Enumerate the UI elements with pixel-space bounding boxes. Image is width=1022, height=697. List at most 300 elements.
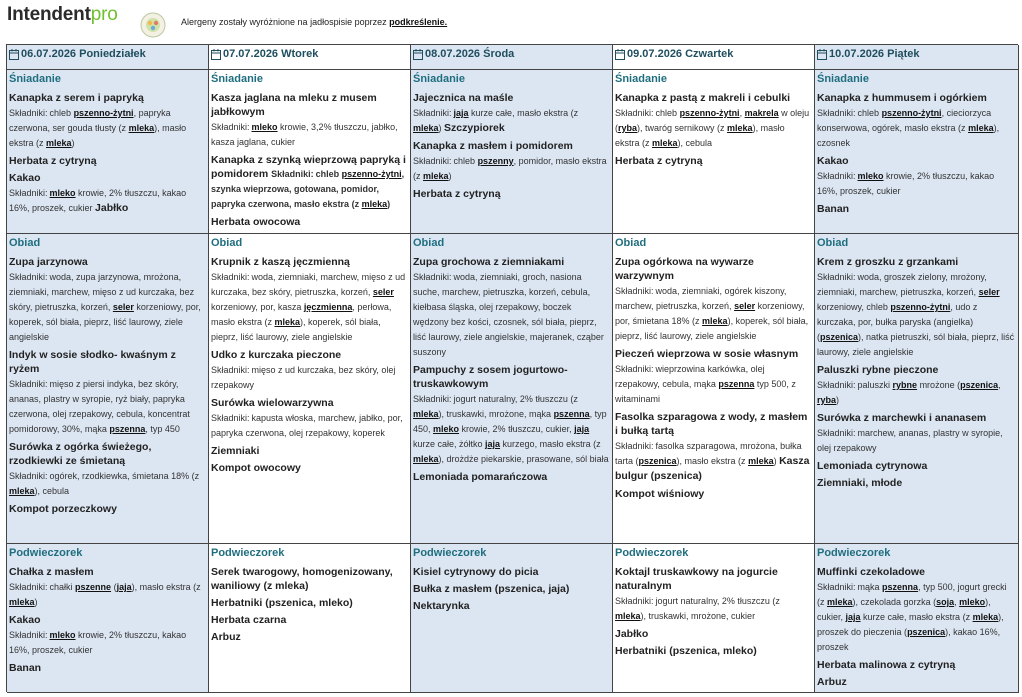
day-header (615, 48, 811, 60)
dish-name (615, 565, 811, 593)
dish-title: Zupa jarzynowa (9, 256, 88, 268)
allergen: pszenica (907, 627, 946, 637)
dish-title: Kompot wiśniowy (615, 488, 705, 500)
ingredient-text: , szynka wieprzowa, gotowana, pomidor, papryka czerwona, masło ekstra (z (211, 169, 405, 209)
allergen: makrela (744, 108, 779, 118)
ingredients-label: Składniki: (211, 272, 250, 282)
meal-section-title: Śniadanie (413, 73, 465, 85)
allergen: mleko (49, 188, 76, 198)
ingredient-text: kurzego, masło ekstra (z (500, 439, 601, 449)
allergen: jaja (845, 612, 861, 622)
calendar-icon (413, 49, 423, 60)
allergen: mleka (9, 486, 35, 496)
day-header (211, 48, 407, 60)
dish-title: Herbatniki (pszenica, mleko) (211, 597, 353, 609)
allergen: pszenna (553, 409, 590, 419)
ingredient-text: mrożone ( (917, 380, 961, 390)
calendar-icon (211, 49, 221, 60)
dish-ingredients (817, 270, 1015, 360)
allergen: seler (112, 302, 134, 312)
dish-title: Surówka z ogórka świeżego, rzodkiewki ze śmietaną (9, 441, 152, 467)
ingredient-text: woda, ziemniaki, marchew, mięso z ud kurczaka, bez skóry, pietruszka, korzeń, (211, 272, 406, 297)
ingredient-text: fasolka szparagowa, mrożona, bułka tarta ( (615, 441, 802, 466)
ingredients-label: Składniki: (817, 171, 856, 181)
ingredient-text: , typ 450 (145, 424, 180, 434)
allergen-notice-text: Alergeny zostały wyróżnione na jadłospisie poprzez (181, 17, 390, 27)
institution-emblem-icon (140, 12, 166, 38)
allergen: mleko (857, 171, 884, 181)
dish-name (817, 675, 1015, 689)
day-date: 08.07.2026 Środa (425, 48, 515, 60)
dish-title: Herbata z cytryną (413, 188, 501, 200)
dish-name (211, 348, 407, 362)
meal-cell (411, 544, 613, 693)
dish-title: Jabłko (615, 628, 649, 640)
dish-name (9, 91, 205, 105)
ingredient-text: jogurt naturalny, 2% tłuszczu (z (655, 596, 780, 606)
allergen: pszenica (820, 332, 859, 342)
dish-title: Koktajl truskawkowy na jogurcie naturalnym (615, 566, 778, 592)
allergen: mleko (433, 424, 460, 434)
dish-name (9, 171, 205, 185)
allergen: pszenne (75, 582, 112, 592)
allergen: mleka (615, 611, 641, 621)
allergen: pszenno-żytni (679, 108, 740, 118)
dish-title: Kompot porzeczkowy (9, 503, 117, 515)
allergen: pszenna (882, 582, 919, 592)
allergen: pszenno-żytni (881, 108, 942, 118)
dish-title: Kakao (817, 155, 849, 167)
dish-title: Lemoniada cytrynowa (817, 460, 928, 472)
allergen: pszenno-żytni (73, 108, 134, 118)
ingredients-label: Składniki: (271, 169, 314, 179)
ingredient-text: , pomidor, masło ekstra (z (413, 156, 607, 181)
ingredient-text: woda, ziemniaki, groch, nasiona suche, marchew, pietruszka, korzeń, cebula, kiełbasa śląska, olej rzepakowy, boczek wędzony bez kości, czosnek, sól biała, pieprz, liść laurowy, ziele angielskie, majeranek, cząber suszony (413, 272, 604, 357)
dish-title: Ziemniaki, młode (817, 477, 903, 489)
dish-title: Krupnik z kaszą jęczmienną (211, 256, 350, 268)
ingredient-text: marchew, ananas, plastry w syropie, olej rzepakowy (817, 428, 1003, 453)
day-date: 09.07.2026 Czwartek (627, 48, 734, 60)
dish-title: Kakao (9, 172, 41, 184)
dish-name (817, 658, 1015, 672)
dish-name (615, 487, 811, 501)
allergen: jęczmienna (303, 302, 353, 312)
ingredient-text: mięso z piersi indyka, bez skóry, ananas, plastry w syropie, ryż biały, papryka czerwona, olej rzepakowy, cebula, koncentrat pomidorowy, 30%, mąka (9, 379, 190, 434)
dish-name (615, 410, 811, 438)
day-header-cell (209, 45, 411, 70)
day-header-cell (411, 45, 613, 70)
allergen: seler (734, 301, 756, 311)
dish-title: Banan (9, 662, 42, 674)
ingredient-text: ), natka pietruszki, sól biała, pieprz, liść laurowy, ziele angielskie (817, 332, 1015, 357)
allergen: mleka (413, 409, 439, 419)
ingredients-label: Składniki: (615, 441, 654, 451)
dish-title: Kasza jaglana na mleku z musem jabłkowym (211, 92, 377, 118)
dish-name (817, 255, 1015, 269)
dish-name (817, 363, 1015, 377)
dish-name (413, 582, 609, 596)
dish-ingredients (413, 392, 609, 467)
dish-name (413, 91, 609, 105)
dish-name (817, 154, 1015, 168)
dish-title: Banan (817, 203, 850, 215)
ingredient-text: ) (34, 597, 38, 607)
dish-title: Muffinki czekoladowe (817, 566, 925, 578)
ingredient-text: ) (438, 123, 445, 133)
dish-name (817, 202, 1015, 216)
ingredients-label: Składniki: (615, 596, 654, 606)
ingredient-text: ), cebula (677, 138, 713, 148)
ingredient-text: ), drożdże piekarskie, prasowane, sól biała (438, 454, 609, 464)
dish-name (9, 255, 205, 269)
dish-name (211, 153, 407, 212)
ingredient-text: woda, groszek zielony, mrożony, ziemniaki, marchew, pietruszka, korzeń, (817, 272, 987, 297)
meal-cell (815, 70, 1019, 234)
allergen: jaja (116, 582, 132, 592)
dish-title: Kisiel cytrynowy do picia (413, 566, 539, 578)
dish-ingredients (413, 106, 609, 136)
allergen: pszenno-żytni (890, 302, 951, 312)
allergen: mleka (423, 171, 449, 181)
ingredients-label: Składniki: (9, 272, 48, 282)
ingredient-text: ), cebula (34, 486, 70, 496)
dish-ingredients (817, 106, 1015, 151)
ingredient-text: ), czekolada gorzka ( (852, 597, 937, 607)
ingredient-text: woda, ziemniaki, ogórek kiszony, marchew, pietruszka, korzeń, (615, 286, 787, 311)
allergen: mleko (251, 122, 278, 132)
allergen: jaja (574, 424, 590, 434)
ingredient-text: krowie, 3,2% tłuszczu, jabłko, kasza jaglana, cukier (211, 122, 398, 147)
dish-ingredients (211, 411, 407, 441)
ingredient-text: kurze całe, masło ekstra (z (860, 612, 973, 622)
dish-name (817, 565, 1015, 579)
ingredient-text: , typ 450, (413, 409, 607, 434)
ingredient-text: , (998, 380, 1001, 390)
dish-title: Herbatniki (pszenica, mleko) (615, 645, 757, 657)
ingredient-text: , typ 500, jogurt grecki (z (817, 582, 1007, 607)
dish-extra: Kasza bulgur (pszenica) (615, 455, 810, 482)
ingredients-label: Składniki: (9, 630, 48, 640)
ingredients-label: Składniki: (211, 365, 250, 375)
dish-name (211, 565, 407, 593)
meal-section-title: Śniadanie (615, 73, 667, 85)
allergen: seler (372, 287, 394, 297)
ingredient-text: korzeniowy, por, koperek, sól biała, pieprz, liść laurowy, ziele angielskie (9, 302, 201, 342)
dish-extra: Jabłko (95, 202, 129, 214)
dish-name (817, 476, 1015, 490)
meal-section-title: Obiad (413, 237, 445, 249)
ingredient-text: ) (448, 171, 452, 181)
allergen: jaja (485, 439, 501, 449)
ingredient-text: , cieciorzyca konserwowa, ogórek, masło ekstra (z (817, 108, 992, 133)
allergen: mleka (9, 597, 35, 607)
dish-title: Udko z kurczaka pieczone (211, 349, 342, 361)
ingredient-text: kurze całe, żółtko (413, 439, 486, 449)
logo-text-main: Intendent (7, 4, 91, 25)
ingredient-text: w oleju ( (615, 108, 810, 133)
ingredients-label: Składniki: (817, 582, 856, 592)
dish-name (211, 396, 407, 410)
dish-title: Surówka z marchewki i ananasem (817, 412, 987, 424)
dish-name (211, 215, 407, 229)
day-date: 06.07.2026 Poniedziałek (21, 48, 146, 60)
ingredients-label: Składniki: (9, 188, 48, 198)
dish-ingredients (615, 284, 811, 344)
dish-ingredients (211, 270, 407, 345)
dish-ingredients (9, 469, 205, 499)
dish-name (211, 444, 407, 458)
ingredient-text: chleb (315, 169, 342, 179)
dish-ingredients (615, 106, 811, 151)
dish-title: Serek twarogowy, homogenizowany, waniliowy (z mleka) (211, 566, 393, 592)
dish-title: Zupa ogórkowa na wywarze warzywnym (615, 256, 754, 282)
allergen: pszenny (477, 156, 514, 166)
dish-name (615, 627, 811, 641)
meal-cell (411, 234, 613, 544)
dish-name (413, 255, 609, 269)
dish-ingredients (413, 154, 609, 184)
meal-section-title: Podwieczorek (615, 547, 689, 559)
allergen: mleka (413, 123, 439, 133)
calendar-icon (9, 49, 19, 60)
dish-ingredients (817, 169, 1015, 199)
ingredient-text: typ 500, z witaminami (615, 379, 796, 404)
dish-title: Nektarynka (413, 600, 470, 612)
ingredients-label: Składniki: (9, 108, 48, 118)
allergen: mleko (959, 597, 986, 607)
day-header (9, 48, 205, 60)
meal-cell (613, 70, 815, 234)
meal-cell (7, 234, 209, 544)
ingredients-label: Składniki: (615, 286, 654, 296)
app-logo[interactable] (7, 4, 118, 26)
dish-ingredients (817, 580, 1015, 655)
dish-name (817, 459, 1015, 473)
allergen: mleko (49, 630, 76, 640)
dish-title: Chałka z masłem (9, 566, 94, 578)
calendar-icon (817, 49, 827, 60)
meal-section-title: Obiad (211, 237, 243, 249)
dish-ingredients (615, 439, 811, 484)
day-date: 10.07.2026 Piątek (829, 48, 920, 60)
day-date: 07.07.2026 Wtorek (223, 48, 319, 60)
ingredient-text: ), koperek, sól biała, pieprz, liść laurowy, ziele angielskie (615, 316, 809, 341)
ingredient-text: ), truskawki, mrożone, cukier (640, 611, 756, 621)
day-header (413, 48, 609, 60)
allergen: soja (936, 597, 955, 607)
ingredient-text: ) (773, 456, 780, 466)
meal-section-title: Śniadanie (9, 73, 61, 85)
ingredients-label: Składniki: (211, 122, 250, 132)
ingredient-text: krowie, 2% tłuszczu, kakao 16%, proszek, cukier (9, 188, 187, 213)
allergen: rybne (892, 380, 918, 390)
dish-name (413, 363, 609, 391)
meal-section-title: Obiad (9, 237, 41, 249)
ingredients-label: Składniki: (211, 413, 250, 423)
allergen: ryba (618, 123, 638, 133)
ingredient-text: woda, zupa jarzynowa, mrożona, ziemniaki, marchew, mięso z ud kurczaka, bez skóry, pietruszka, korzeń, (9, 272, 195, 312)
ingredient-text: , perłowa, masło ekstra (z (211, 302, 392, 327)
meal-cell (613, 234, 815, 544)
ingredients-label: Składniki: (817, 428, 856, 438)
dish-name (413, 470, 609, 484)
ingredient-text: ), cukier, (817, 597, 991, 622)
dish-title: Indyk w sosie słodko- kwaśnym z ryżem (9, 349, 176, 375)
allergen-notice-emphasis: podkreślenie. (389, 17, 448, 27)
dish-ingredients (817, 378, 1015, 408)
ingredients-label: Składniki: (9, 471, 48, 481)
allergen: mleka (274, 317, 301, 327)
calendar-icon (615, 49, 625, 60)
ingredient-text: korzeniowy, por, kasza (211, 302, 304, 312)
dish-title: Kanapka z szynką wieprzową papryką i pomidorem (211, 154, 406, 180)
dish-title: Pampuchy z sosem jogurtowo-truskawkowym (413, 364, 568, 390)
ingredient-text: ) (387, 199, 391, 209)
dish-name (817, 411, 1015, 425)
ingredient-text: chleb (453, 156, 478, 166)
dish-name (211, 596, 407, 610)
dish-ingredients (615, 594, 811, 624)
ingredient-text: ), masło ekstra (z (9, 123, 187, 148)
dish-ingredients (9, 270, 205, 345)
ingredient-text: jogurt naturalny, 2% tłuszczu (z (453, 394, 578, 404)
ingredient-text: ) (71, 138, 75, 148)
ingredient-text: korzeniowy, por, śmietana 18% (z (615, 301, 805, 326)
dish-ingredients (413, 270, 609, 360)
dish-title: Herbata czarna (211, 614, 287, 626)
allergen: mleka (652, 138, 678, 148)
dish-name (615, 91, 811, 105)
allergen: pszenna (718, 379, 755, 389)
dish-name (817, 91, 1015, 105)
meal-section-title: Śniadanie (211, 73, 263, 85)
dish-ingredients (817, 426, 1015, 456)
allergen: seler (978, 287, 1000, 297)
dish-title: Pieczeń wieprzowa w sosie własnym (615, 348, 799, 360)
ingredient-text: mąka (857, 582, 883, 592)
ingredient-text: ), kakao 16%, proszek (817, 627, 1001, 652)
dish-title: Jajecznica na maśle (413, 92, 514, 104)
ingredient-text: ( (111, 582, 117, 592)
ingredients-label: Składniki: (817, 272, 856, 282)
ingredients-label: Składniki: (413, 156, 452, 166)
ingredients-label: Składniki: (9, 582, 48, 592)
day-header (817, 48, 1015, 60)
dish-title: Kanapka z hummusem i ogórkiem (817, 92, 987, 104)
dish-name (9, 661, 205, 675)
ingredient-text: krowie, 2% tłuszczu, kakao 16%, proszek, cukier (9, 630, 187, 655)
dish-name (211, 91, 407, 119)
ingredients-label: Składniki: (413, 394, 452, 404)
dish-title: Kanapka z masłem i pomidorem (413, 140, 573, 152)
allergen: mleka (361, 199, 388, 209)
ingredients-label: Składniki: (413, 108, 452, 118)
meal-cell (815, 234, 1019, 544)
allergen: mleka (968, 123, 994, 133)
dish-name (615, 154, 811, 168)
dish-ingredients (211, 120, 407, 150)
allergen-notice (181, 17, 447, 27)
meal-section-title: Podwieczorek (413, 547, 487, 559)
meal-cell (209, 234, 411, 544)
ingredient-text: ), czosnek (817, 123, 1000, 148)
dish-title: Herbata z cytryną (9, 155, 97, 167)
ingredient-text: ), twaróg sernikowy (z (637, 123, 728, 133)
dish-title: Surówka wielowarzywna (211, 397, 334, 409)
day-header-cell (7, 45, 209, 70)
allergen: pszenna (109, 424, 146, 434)
allergen: mleka (727, 123, 753, 133)
dish-extra: Szczypiorek (444, 122, 505, 134)
dish-title: Fasolka szparagowa z wody, z masłem i bułką tartą (615, 411, 808, 437)
dish-name (211, 255, 407, 269)
dish-ingredients (9, 106, 205, 151)
meal-section-title: Obiad (817, 237, 849, 249)
ingredient-text: , papryka czerwona, ser gouda tłusty (z (9, 108, 171, 133)
ingredient-text: ), truskawki, mrożone, mąka (438, 409, 554, 419)
ingredient-text: kapusta włoska, marchew, jabłko, por, papryka czerwona, olej rzepakowy, koperek (211, 413, 403, 438)
allergen: pszenica (638, 456, 677, 466)
ingredient-text: wieprzowina karkówka, olej rzepakowy, cebula, mąka (615, 364, 765, 389)
ingredient-text: kurze całe, masło ekstra (z (468, 108, 579, 118)
allergen: mleka (46, 138, 72, 148)
meal-section-title: Podwieczorek (817, 547, 891, 559)
ingredient-text: chałki (49, 582, 76, 592)
dish-name (211, 630, 407, 644)
ingredients-label: Składniki: (615, 108, 654, 118)
dish-title: Arbuz (817, 676, 847, 688)
ingredient-text: chleb (49, 108, 74, 118)
dish-name (9, 613, 205, 627)
dish-title: Arbuz (211, 631, 241, 643)
allergen: pszenica (960, 380, 999, 390)
dish-title: Herbata owocowa (211, 216, 301, 228)
ingredient-text: , (739, 108, 745, 118)
dish-title: Herbata z cytryną (615, 155, 703, 167)
ingredient-text: chleb (655, 108, 680, 118)
allergen: ryba (817, 395, 837, 405)
menu-table (6, 44, 1018, 692)
dish-title: Krem z groszku z grzankami (817, 256, 959, 268)
ingredients-label: Składniki: (413, 272, 452, 282)
logo-text-accent: pro (90, 4, 118, 25)
dish-title: Herbata malinowa z cytryną (817, 659, 956, 671)
allergen: mleka (702, 316, 728, 326)
dish-title: Kanapka z serem i papryką (9, 92, 144, 104)
meal-cell (7, 544, 209, 693)
dish-name (9, 154, 205, 168)
ingredients-label: Składniki: (9, 379, 48, 389)
ingredient-text: paluszki (857, 380, 893, 390)
meal-cell (7, 70, 209, 234)
allergen: mleka (748, 456, 774, 466)
dish-title: Kanapka z pastą z makreli i cebulki (615, 92, 791, 104)
meal-cell (613, 544, 815, 693)
ingredient-text: ), proszek do pieczenia ( (817, 612, 1004, 637)
dish-name (9, 348, 205, 376)
dish-name (413, 565, 609, 579)
ingredient-text: ), masło ekstra (z (615, 123, 785, 148)
dish-name (9, 502, 205, 516)
ingredient-text: ogórek, rzodkiewka, śmietana 18% (z (49, 471, 200, 481)
day-header-cell (815, 45, 1019, 70)
allergen: mleka (128, 123, 155, 133)
ingredients-label: Składniki: (817, 380, 856, 390)
allergen: mleka (972, 612, 999, 622)
allergen: mleka (413, 454, 439, 464)
dish-name (211, 461, 407, 475)
dish-ingredients (9, 377, 205, 437)
